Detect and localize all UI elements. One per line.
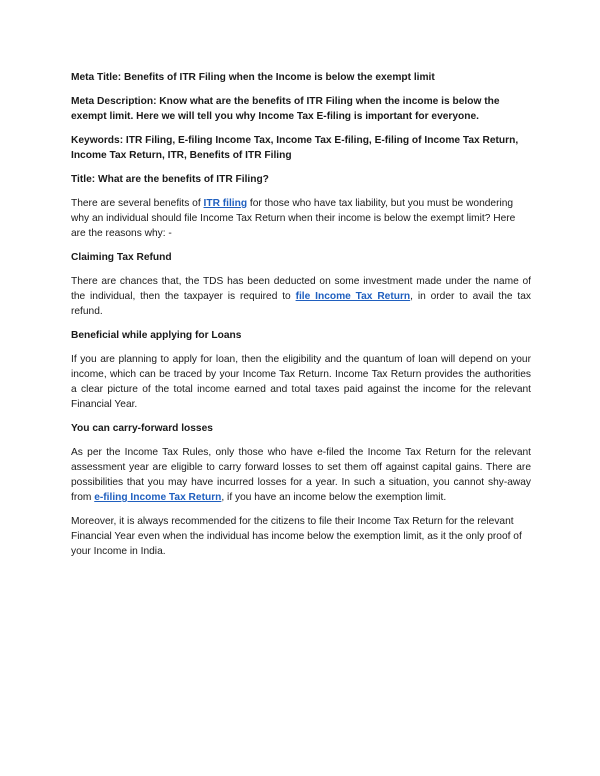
meta-description: Meta Description: Know what are the benefits of ITR Filing when the income is below the exempt limit. Here we will tell you why Income Tax E-filing is important for everyone. (71, 96, 500, 122)
file-income-tax-return-link[interactable]: file Income Tax Return (295, 291, 411, 302)
meta-title: Meta Title: Benefits of ITR Filing when the Income is below the exempt limit (71, 72, 435, 83)
article-title: Title: What are the benefits of ITR Filing? (71, 174, 269, 185)
section-heading-loans: Beneficial while applying for Loans (71, 330, 242, 341)
intro-paragraph: There are several benefits of ITR filing for those who have tax liability, but you must be wondering why an individual should file Income Tax Return when their income is below the exempt limit? Here are the reasons why: - (71, 198, 516, 239)
losses-paragraph: As per the Income Tax Rules, only those who have e-filed the Income Tax Return for the relevant assessment year are eligible to carry forward losses to set them off against capital gains. There are possibilities that you may have incurred losses for a year. In such a situation, you cannot shy-away from e-filing Income Tax Return, if you have an income below the exemption limit. (71, 447, 531, 503)
tax-refund-paragraph: There are chances that, the TDS has been deducted on some investment made under the name of the individual, then the taxpayer is required to file Income Tax Return, in order to avail the tax refund. (71, 276, 532, 317)
section-heading-tax-refund: Claiming Tax Refund (71, 252, 172, 263)
document-page (71, 70, 531, 568)
keywords: Keywords: ITR Filing, E-filing Income Tax, Income Tax E-filing, E-filing of Income Tax Return, Income Tax Return, ITR, Benefits of ITR Filing (71, 135, 519, 161)
section-heading-losses: You can carry-forward losses (71, 423, 213, 434)
itr-filing-link[interactable]: ITR filing (203, 198, 248, 209)
e-filing-income-tax-return-link[interactable]: e-filing Income Tax Return (94, 492, 222, 503)
loans-paragraph: If you are planning to apply for loan, then the eligibility and the quantum of loan will depend on your income, which can be traced by your Income Tax Return. Income Tax Return provides the authorities a clear picture of the total income earned and total taxes paid against the income for the relevant Financial Year. (71, 354, 531, 410)
closing-paragraph: Moreover, it is always recommended for the citizens to file their Income Tax Return for the relevant Financial Year even when the individual has income below the exemption limit, as it the only proof of your Income in India. (71, 516, 522, 557)
